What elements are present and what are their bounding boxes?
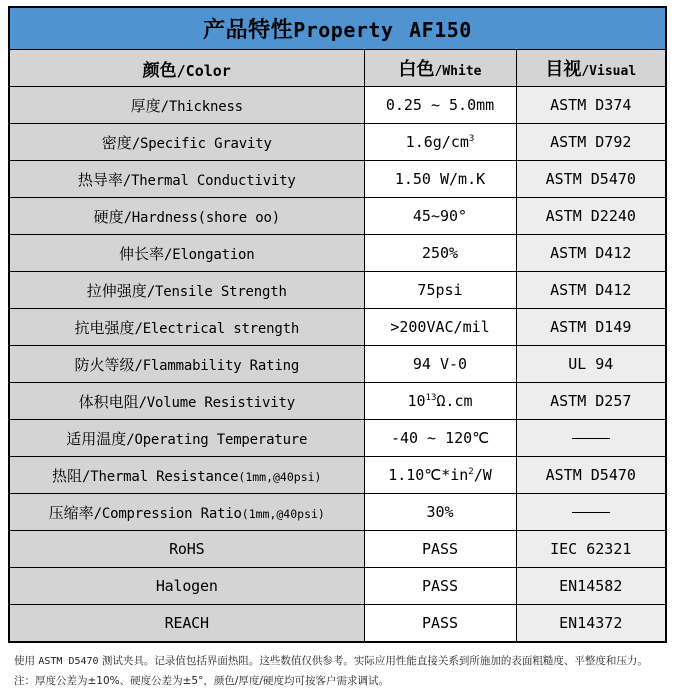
table-row: [9, 383, 666, 420]
table-title-cell: [9, 7, 666, 50]
table-row: [9, 161, 666, 198]
row-property-en: /Hardness(shore oo): [123, 209, 280, 226]
row-value-superscript: 3: [468, 134, 475, 144]
row-standard: [516, 420, 666, 457]
row-standard: EN14372: [516, 605, 666, 643]
row-value: -40 ~ 120℃: [364, 420, 516, 457]
row-value: 1.50 W/m.K: [364, 161, 516, 198]
row-property-en: /Operating Temperature: [126, 431, 308, 448]
row-property-en: /Electrical strength: [134, 320, 300, 337]
row-value: PASS: [364, 605, 516, 643]
row-standard: ASTM D2240: [516, 198, 666, 235]
row-property: [9, 605, 364, 643]
row-property-note: (1mm,@40psi): [241, 506, 325, 521]
row-standard: ASTM D792: [516, 124, 666, 161]
row-property: [9, 568, 364, 605]
row-standard: [516, 494, 666, 531]
row-value: 250%: [364, 235, 516, 272]
table-row: [9, 494, 666, 531]
table-row: [9, 346, 666, 383]
row-property-en: /Thermal Resistance: [82, 468, 239, 485]
row-standard: EN14582: [516, 568, 666, 605]
row-property-en: /Flammability Rating: [134, 357, 300, 374]
row-property-en: RoHS: [169, 540, 205, 558]
row-value: [364, 124, 516, 161]
table-row: [9, 605, 666, 643]
footnote-standard-code: ASTM D5470: [38, 656, 99, 667]
footnotes: [8, 652, 667, 692]
header-property-cn: 颜色: [142, 60, 177, 81]
row-property-en: /Volume Resistivity: [138, 394, 295, 411]
row-property: [9, 309, 364, 346]
row-value-tail: /W: [473, 466, 492, 484]
header-property-en: /Color: [176, 61, 231, 80]
header-standard-cell: [516, 50, 666, 87]
row-value-text: 10: [407, 392, 426, 410]
row-property-en: /Tensile Strength: [146, 283, 287, 300]
row-standard: ASTM D149: [516, 309, 666, 346]
header-property-cell: [9, 50, 364, 87]
row-property-cn: 厚度: [130, 96, 161, 115]
row-property-en: Halogen: [155, 577, 218, 595]
row-property: [9, 346, 364, 383]
table-row: [9, 568, 666, 605]
row-value: [364, 457, 516, 494]
row-standard: UL 94: [516, 346, 666, 383]
row-property: [9, 272, 364, 309]
row-property-cn: 伸长率: [118, 244, 164, 263]
row-property: [9, 124, 364, 161]
row-value: >200VAC/mil: [364, 309, 516, 346]
footnote-test-method: [14, 652, 667, 672]
table-row: [9, 198, 666, 235]
table-row: [9, 457, 666, 494]
row-property-cn: 硬度: [93, 207, 124, 226]
row-property: [9, 198, 364, 235]
title-cn: 产品特性: [203, 18, 294, 43]
row-property-cn: 压缩率: [48, 503, 94, 522]
row-property: [9, 161, 364, 198]
table-row: [9, 235, 666, 272]
row-standard: ASTM D412: [516, 235, 666, 272]
row-property: [9, 420, 364, 457]
row-property-cn: 密度: [101, 133, 132, 152]
row-property-cn: 热导率: [77, 170, 123, 189]
row-standard: ASTM D412: [516, 272, 666, 309]
row-value: 45~90°: [364, 198, 516, 235]
row-value: 75psi: [364, 272, 516, 309]
row-property: [9, 494, 364, 531]
row-property: [9, 235, 364, 272]
row-property-cn: 拉伸强度: [86, 281, 147, 300]
row-value: PASS: [364, 531, 516, 568]
row-property-note: (1mm,@40psi): [238, 469, 322, 484]
row-value-superscript: 13: [425, 393, 437, 403]
table-row: [9, 309, 666, 346]
table-row: [9, 124, 666, 161]
row-standard: ASTM D5470: [516, 161, 666, 198]
row-value: 0.25 ~ 5.0mm: [364, 87, 516, 124]
row-property-cn: 抗电强度: [74, 318, 135, 337]
row-value-text: 1.10℃*in: [388, 466, 469, 484]
title-en: Property: [293, 18, 394, 42]
row-property-cn: 体积电阻: [78, 392, 139, 411]
table-row: [9, 531, 666, 568]
header-standard-cn: 目视: [545, 59, 582, 80]
row-property-en: REACH: [164, 614, 209, 632]
row-value: 30%: [364, 494, 516, 531]
footnote-body: 测试夹具。记录值包括界面热阻。这些数值仅供参考。实际应用性能直接关系到所施加的表面粗糙度、平整度和压力。: [98, 655, 648, 667]
row-property-en: /Specific Gravity: [131, 135, 272, 152]
row-property-en: /Thermal Conductivity: [122, 172, 296, 189]
header-value-cn: 白色: [398, 59, 435, 80]
row-value-text: 1.6g/cm: [405, 133, 469, 151]
footnote-tolerance: 注：厚度公差为±10%、硬度公差为±5°，颜色/厚度/硬度均可按客户需求调试。: [14, 674, 389, 687]
table-title-row: [9, 7, 666, 50]
row-value: 94 V-0: [364, 346, 516, 383]
row-property: [9, 531, 364, 568]
row-standard: ASTM D5470: [516, 457, 666, 494]
row-property: [9, 383, 364, 420]
footnote-prefix: 使用: [14, 655, 39, 667]
header-value-cell: [364, 50, 516, 87]
row-property-cn: 热阻: [52, 466, 83, 485]
table-row: [9, 87, 666, 124]
header-value-en: /White: [434, 64, 482, 79]
row-property-cn: 适用温度: [66, 429, 127, 448]
property-table: [8, 6, 667, 643]
row-standard: ASTM D374: [516, 87, 666, 124]
table-row: [9, 272, 666, 309]
row-value: PASS: [364, 568, 516, 605]
row-value-tail: Ω.cm: [436, 392, 473, 410]
row-property-en: /Compression Ratio: [93, 505, 242, 522]
row-standard: IEC 62321: [516, 531, 666, 568]
title-code: AF150: [409, 18, 472, 42]
row-standard: ASTM D257: [516, 383, 666, 420]
row-value: [364, 383, 516, 420]
row-value-superscript: 2: [468, 467, 474, 477]
table-header-row: [9, 50, 666, 87]
no-standard-dash: [572, 512, 610, 513]
no-standard-dash: [572, 438, 610, 439]
table-row: [9, 420, 666, 457]
header-standard-en: /Visual: [581, 64, 637, 79]
row-property-en: /Elongation: [163, 246, 255, 263]
row-property-en: /Thickness: [160, 98, 243, 115]
row-property-cn: 防火等级: [74, 355, 135, 374]
row-property: [9, 457, 364, 494]
row-property: [9, 87, 364, 124]
